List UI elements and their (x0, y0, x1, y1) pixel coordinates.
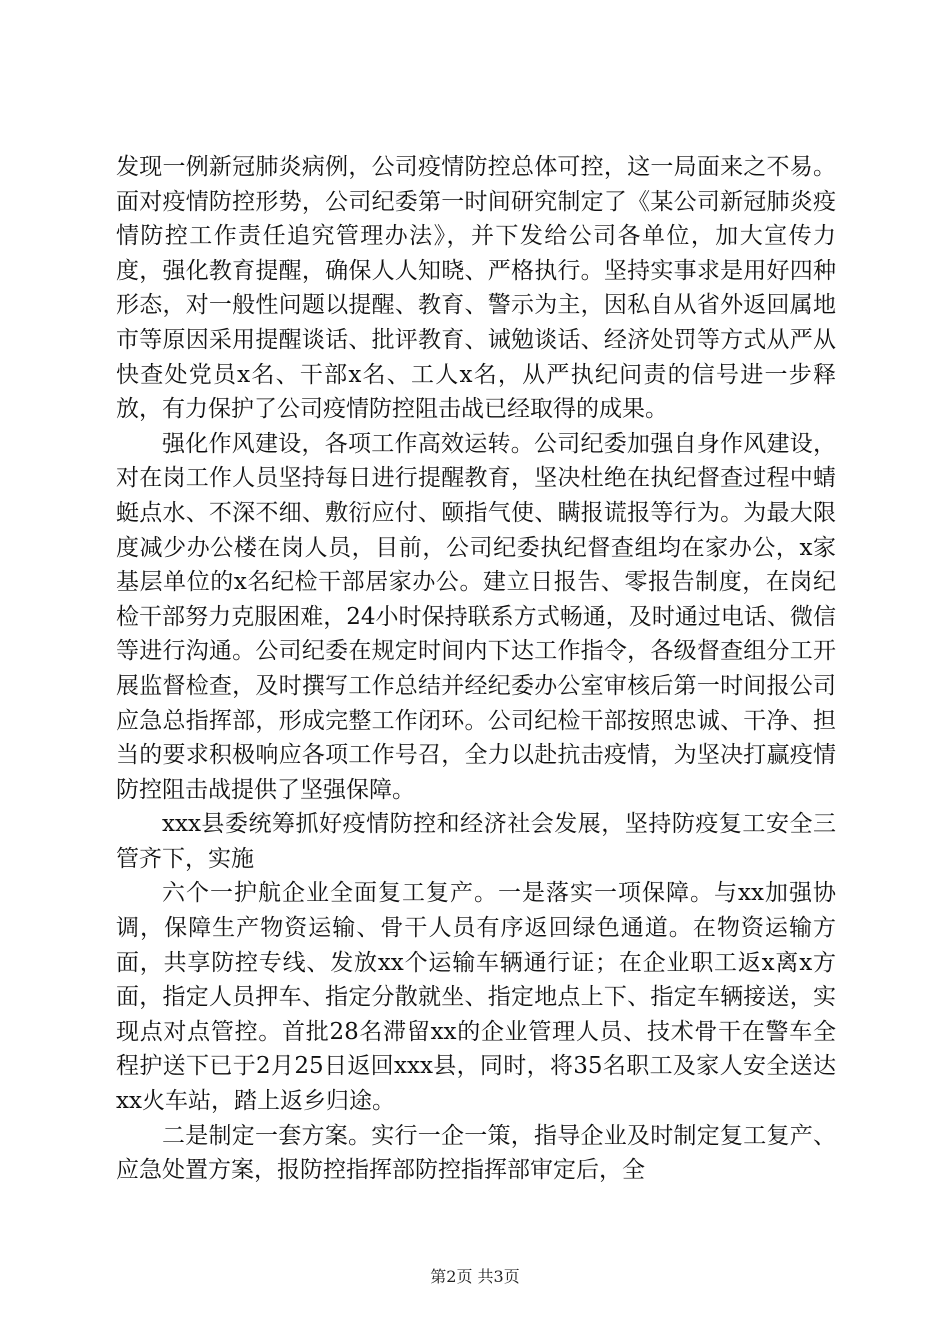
page-number: 第2页 共3页 (430, 1267, 520, 1286)
paragraph-2: 强化作风建设，各项工作高效运转。公司纪委加强自身作风建设，对在岗工作人员坚持每日进行提醒教育，坚决杜绝在执纪督查过程中蜻蜓点水、不深不细、敷衍应付、颐指气使、瞒报谎报等行为。为最大限度减少办公楼在岗人员，目前，公司纪委执纪督查组均在家办公，x家基层单位的x名纪检干部居家办公。建立日报告、零报告制度，在岗纪检干部努力克服困难，24小时保持联系方式畅通，及时通过电话、微信等进行沟通。公司纪委在规定时间内下达工作指令，各级督查组分工开展监督检查，及时撰写工作总结并经纪委办公室审核后第一时间报公司应急总指挥部，形成完整工作闭环。公司纪检干部按照忠诚、干净、担当的要求积极响应各项工作号召，全力以赴抗击疫情，为坚决打赢疫情防控阻击战提供了坚强保障。 (116, 430, 836, 803)
paragraph-1: 发现一例新冠肺炎病例，公司疫情防控总体可控，这一局面来之不易。面对疫情防控形势，公司纪委第一时间研究制定了《某公司新冠肺炎疫情防控工作责任追究管理办法》，并下发给公司各单位，加大宣传力度，强化教育提醒，确保人人知晓、严格执行。坚持实事求是用好四种形态，对一般性问题以提醒、教育、警示为主，因私自从省外返回属地市等原因采用提醒谈话、批评教育、诫勉谈话、经济处罚等方式从严从快查处党员x名、干部x名、工人x名，从严执纪问责的信号进一步释放，有力保护了公司疫情防控阻击战已经取得的成果。 (116, 154, 836, 423)
paragraph-3: xxx县委统筹抓好疫情防控和经济社会发展，坚持防疫复工安全三管齐下，实施 (116, 811, 836, 872)
paragraph-5: 二是制定一套方案。实行一企一策，指导企业及时制定复工复产、应急处置方案，报防控指挥部防控指挥部审定后，全 (116, 1122, 836, 1184)
document-body (116, 150, 836, 1188)
paragraph-4: 六个一护航企业全面复工复产。一是落实一项保障。与xx加强协调，保障生产物资运输、骨干人员有序返回绿色通道。在物资运输方面，共享防控专线、发放xx个运输车辆通行证；在企业职工返x离x方面，指定人员押车、指定分散就坐、指定地点上下、指定车辆接送，实现点对点管控。首批28名滞留xx的企业管理人员、技术骨干在警车全程护送下已于2月25日返回xxx县，同时，将35名职工及家人安全送达xx火车站，踏上返乡归途。 (116, 880, 836, 1115)
page-footer (0, 1267, 950, 1287)
